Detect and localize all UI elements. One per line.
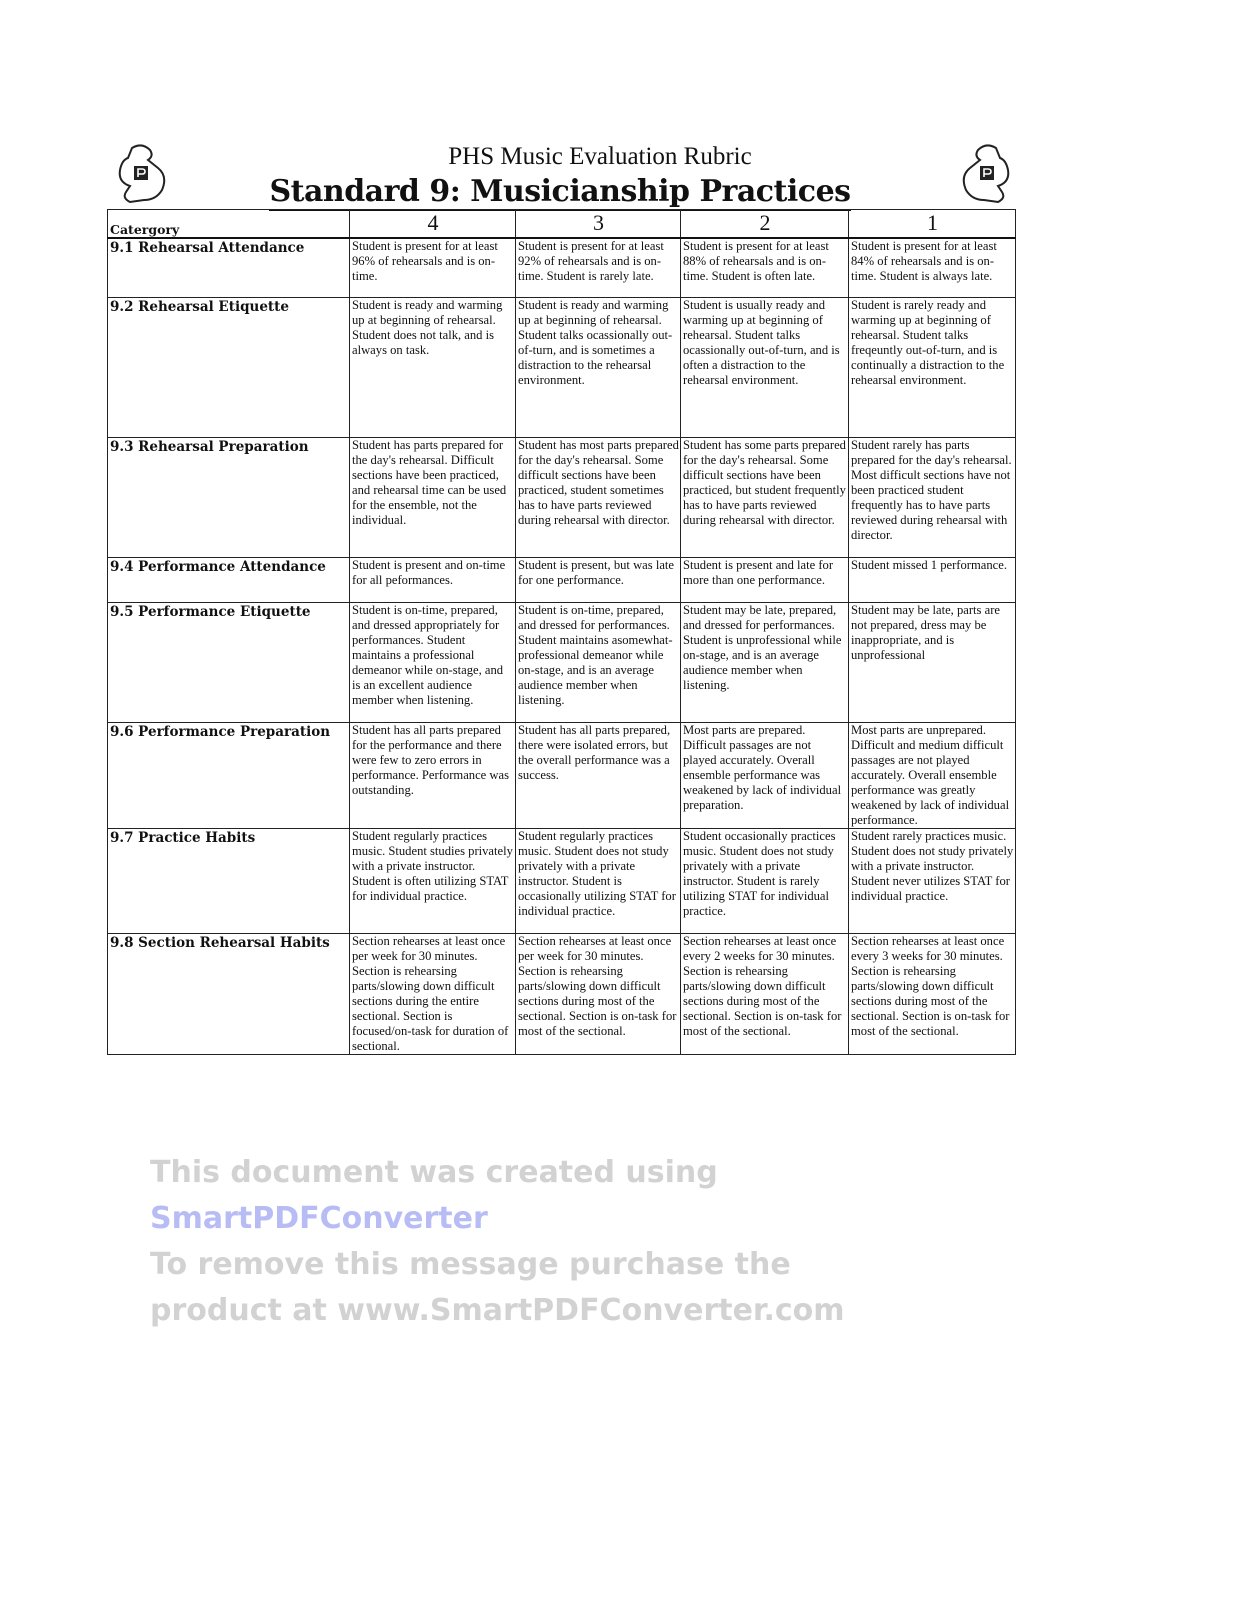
table-row <box>108 238 1016 298</box>
table-header-row <box>108 210 1016 238</box>
table-row <box>108 558 1016 603</box>
table-row <box>108 298 1016 438</box>
category-cell: 9.4 Performance Attendance <box>108 558 350 603</box>
category-cell: 9.5 Performance Etiquette <box>108 603 350 723</box>
eagle-mascot-logo-left <box>112 142 178 204</box>
criteria-cell: Student regularly practices music. Student does not study privately with a private instructor. Student is occasionally utilizing STAT for individual practice. <box>516 829 681 934</box>
criteria-cell: Student has most parts prepared for the day's rehearsal. Some difficult sections have been practiced, student sometimes has to have parts reviewed during rehearsal with director. <box>516 438 681 558</box>
criteria-cell: Student is on-time, prepared, and dressed appropriately for performances. Student maintains a professional demeanor while on-stage, and is an excellent audience member when listening. <box>350 603 516 723</box>
criteria-cell: Student is present, but was late for one performance. <box>516 558 681 603</box>
criteria-cell: Student is present for at least 88% of rehearsals and is on-time. Student is often late. <box>681 238 849 298</box>
criteria-cell: Section rehearses at least once per week for 30 minutes. Section is rehearsing parts/slowing down difficult sections during the entire sectional. Section is focused/on-task for duration of sectional. <box>350 934 516 1055</box>
watermark-line: SmartPDFConverter <box>150 1201 488 1236</box>
criteria-cell: Student has all parts prepared, there were isolated errors, but the overall performance was a success. <box>516 723 681 829</box>
watermark-line: To remove this message purchase the <box>150 1247 791 1282</box>
column-header-score: 4 <box>350 210 516 238</box>
category-cell: 9.2 Rehearsal Etiquette <box>108 298 350 438</box>
document-title: PHS Music Evaluation Rubric <box>448 143 752 170</box>
watermark-line: This document was created using <box>150 1155 718 1190</box>
criteria-cell: Student is ready and warming up at beginning of rehearsal. Student talks ocassionally out-of-turn, and is sometimes a distraction to the rehearsal environment. <box>516 298 681 438</box>
criteria-cell: Student occasionally practices music. Student does not study privately with a private instructor. Student is rarely utilizing STAT for individual practice. <box>681 829 849 934</box>
criteria-cell: Student rarely has parts prepared for the day's rehearsal. Most difficult sections have not been practiced student frequently has to have parts reviewed during rehearsal with director. <box>849 438 1016 558</box>
criteria-cell: Most parts are prepared. Difficult passages are not played accurately. Overall ensemble performance was weakened by lack of individual preparation. <box>681 723 849 829</box>
watermark <box>150 1150 1050 1334</box>
criteria-cell: Student has some parts prepared for the day's rehearsal. Some difficult sections have been practiced, but student frequently has to have parts reviewed during rehearsal with director. <box>681 438 849 558</box>
category-cell: 9.1 Rehearsal Attendance <box>108 238 350 298</box>
criteria-cell: Student is present for at least 96% of rehearsals and is on-time. <box>350 238 516 298</box>
criteria-cell: Student missed 1 performance. <box>849 558 1016 603</box>
table-row <box>108 829 1016 934</box>
column-header-score: 1 <box>849 210 1016 238</box>
column-header-score: 2 <box>681 210 849 238</box>
watermark-line: product at www.SmartPDFConverter.com <box>150 1293 845 1328</box>
category-cell: 9.7 Practice Habits <box>108 829 350 934</box>
criteria-cell: Student is usually ready and warming up at beginning of rehearsal. Student talks ocassionally out-of-turn, and is often a distraction to the rehearsal environment. <box>681 298 849 438</box>
criteria-cell: Section rehearses at least once every 3 weeks for 30 minutes. Section is rehearsing parts/slowing down difficult sections during most of the sectional. Section is on-task for most of the sectional. <box>849 934 1016 1055</box>
criteria-cell: Section rehearses at least once every 2 weeks for 30 minutes. Section is rehearsing parts/slowing down difficult sections during most of the sectional. Section is on-task for most of the sectional. <box>681 934 849 1055</box>
criteria-cell: Student may be late, parts are not prepared, dress may be inappropriate, and is unprofessional <box>849 603 1016 723</box>
column-header-score: 3 <box>516 210 681 238</box>
table-row <box>108 438 1016 558</box>
category-cell: 9.8 Section Rehearsal Habits <box>108 934 350 1055</box>
criteria-cell: Student rarely practices music. Student does not study privately with a private instructor. Student never utilizes STAT for individual practice. <box>849 829 1016 934</box>
table-row <box>108 603 1016 723</box>
document-subtitle <box>240 174 880 210</box>
criteria-cell: Student is ready and warming up at beginning of rehearsal. Student does not talk, and is always on task. <box>350 298 516 438</box>
criteria-cell: Student is rarely ready and warming up at beginning of rehearsal. Student talks freqeuntly out-of-turn, and is continually a distraction to the rehearsal environment. <box>849 298 1016 438</box>
criteria-cell: Most parts are unprepared. Difficult and medium difficult passages are not played accurately. Overall ensemble performance was greatly weakened by lack of individual performance. <box>849 723 1016 829</box>
criteria-cell: Section rehearses at least once per week for 30 minutes. Section is rehearsing parts/slowing down difficult sections during most of the sectional. Section is on-task for most of the sectional. <box>516 934 681 1055</box>
category-cell: 9.3 Rehearsal Preparation <box>108 438 350 558</box>
document-subtitle-text: Standard 9: Musicianship Practices <box>269 174 851 209</box>
criteria-cell: Student is present for at least 92% of rehearsals and is on-time. Student is rarely late. <box>516 238 681 298</box>
table-row <box>108 723 1016 829</box>
criteria-cell: Student is present and late for more than one performance. <box>681 558 849 603</box>
eagle-mascot-logo-right <box>950 142 1016 204</box>
criteria-cell: Student is on-time, prepared, and dressed for performances. Student maintains asomewhat-professional demeanor while on-stage, and is an average audience member when listening. <box>516 603 681 723</box>
table-row <box>108 934 1016 1055</box>
category-cell: 9.6 Performance Preparation <box>108 723 350 829</box>
criteria-cell: Student is present for at least 84% of rehearsals and is on-time. Student is always late. <box>849 238 1016 298</box>
criteria-cell: Student has all parts prepared for the performance and there were few to zero errors in performance. Performance was outstanding. <box>350 723 516 829</box>
column-header-category: Catergory <box>108 210 350 238</box>
criteria-cell: Student regularly practices music. Student studies privately with a private instructor. Student is often utilizing STAT for individual practice. <box>350 829 516 934</box>
criteria-cell: Student may be late, prepared, and dressed for performances. Student is unprofessional while on-stage, and is an average audience member when listening. <box>681 603 849 723</box>
rubric-table <box>107 209 1016 1055</box>
criteria-cell: Student has parts prepared for the day's rehearsal. Difficult sections have been practiced, and rehearsal time can be used for the ensemble, not the individual. <box>350 438 516 558</box>
criteria-cell: Student is present and on-time for all peformances. <box>350 558 516 603</box>
